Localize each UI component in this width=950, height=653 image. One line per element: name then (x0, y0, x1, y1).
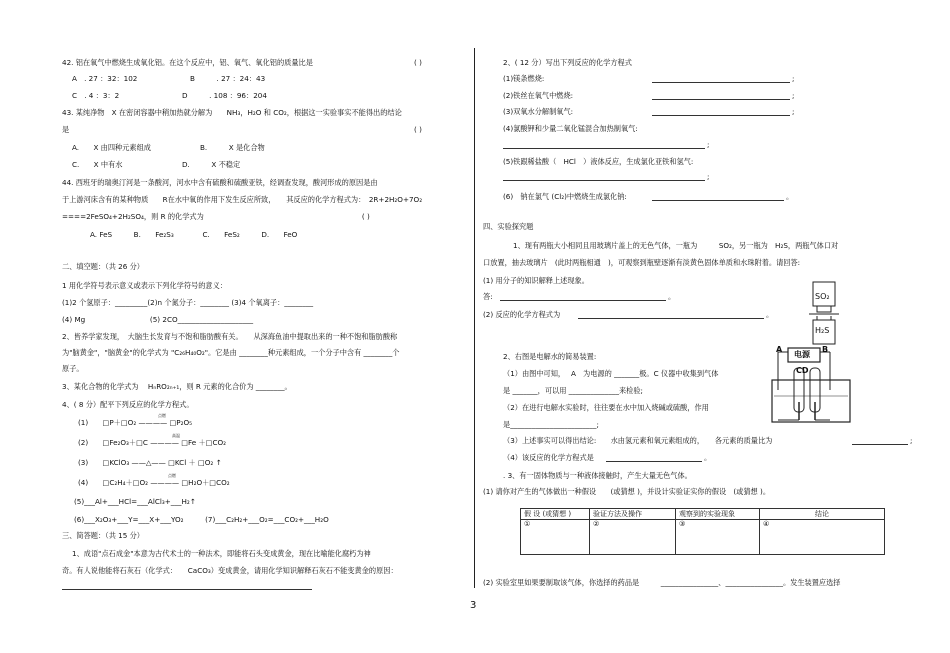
q42-option-b: B . 27 ：24：43 (190, 74, 266, 83)
q42-option-c: C . 4 ：3：2 (72, 91, 120, 100)
label-a: A (776, 345, 783, 354)
s4-q1-sub2: (2) 反应的化学方程式为 (483, 310, 561, 319)
answer-line (652, 99, 790, 100)
s4-q2-sub3: （3）上述事实可以得出结论: 水由氢元素和氧元素组成的， 各元素的质量比为 (503, 436, 773, 445)
s4-q2-sub1b: 是 _______，可以用 ______________来检验; (503, 386, 643, 395)
s4-q2-sub2b: 是________________________; (503, 420, 599, 429)
s2-q1-row1: (1)2 个氢原子：_________(2)n 个氮分子：________ (3)4 个氧离子：________ (62, 298, 314, 307)
answer-line (652, 200, 784, 201)
q42-paren: ( ) (414, 58, 422, 67)
q43-option-c: C. X 中有水 (72, 160, 123, 169)
r-q2-item6: (6) 钠在氯气 (Cl₂)中燃烧生成氯化钠: (503, 192, 627, 201)
q44-options: A. FeS B. Fe₂S₃ C. FeS₂ D. FeO (90, 230, 298, 239)
table-header: 结论 (760, 509, 885, 520)
section-4-title: 四、实验探究题 (483, 222, 534, 231)
r-q2-item1: (1)镁条燃烧: (503, 74, 545, 83)
s4-q2-line1: 2、右图是电解水的简易装置: (503, 352, 597, 361)
table-header: 观察到的实验现象 (676, 509, 760, 520)
s4-q3-sub2: (2) 实验室里如果要制取该气体，你选择的药品是 ________________、________________。发生装置应选择 (483, 578, 841, 587)
s4-q2-sub1: （1）由图中可知， A 为电源的 _______极。C 仪器中收集到气体 (503, 369, 719, 378)
s4-q1-line1: 1、现有两瓶大小相同且用玻璃片盖上的无色气体，一瓶为 SO₂，另一瓶为 H₂S，两瓶气体口对 (513, 241, 839, 250)
label-cd: CD (796, 366, 809, 375)
answer-line (652, 115, 790, 116)
s2-q2-line2: 为"脑黄金"，"脑黄金"的化学式为 "C₂₆H₄₀O₂"。它是由 ________种元素组成，一个分子中含有 ________个 (62, 348, 400, 357)
s2-q1-row2: (4) Mg (5) 2CO_____________________ (62, 315, 254, 324)
label-h2s: H₂S (815, 326, 830, 335)
label-power: 电源 (794, 350, 810, 359)
equation-2: (2) □Fe₂O₃＋□C ———— □Fe ＋□CO₂ (78, 438, 227, 447)
q43-option-a: A. X 由四种元素组成 (72, 143, 151, 152)
equation-4: (4) □C₂H₄＋□O₂ ———— □H₂O＋□CO₂ (78, 478, 230, 487)
q42-option-a: A . 27 ：32：102 (72, 74, 138, 83)
q42-option-d: D . 108 ：96：204 (182, 91, 267, 100)
s2-q1: 1 用化学符号表示意义或表示下列化学符号的意义： (62, 281, 227, 290)
q44-line2: 于上游河床含有的某种物质 R在水中氧的作用下发生反应所致， 其反应的化学方程式为： 2R+2H₂O+7O₂ (62, 195, 423, 204)
table-cell[interactable]: ② (590, 520, 676, 555)
r-q2-item4: (4)氯酸钾和少量二氧化锰混合加热制氧气: (503, 124, 638, 133)
table-header: 验证方法及操作 (590, 509, 676, 520)
answer-line (606, 461, 702, 462)
r-q2-item5: (5)铁跟稀盐酸（ HCl ）液体反应，生成氯化亚铁和氢气: (503, 157, 694, 166)
eq4-condition: 点燃 (168, 473, 176, 478)
eq2-condition: 高温 (172, 433, 180, 438)
answer-line (578, 318, 764, 319)
s3-q1-line2: 奇。有人说他能将石灰石（化学式： CaCO₃）变成黄金，请用化学知识解释石灰石不能变黄金的原因： (62, 566, 398, 575)
s2-q2-line3: 原子。 (62, 364, 84, 373)
answer-line (500, 300, 666, 301)
r-q2-item2: (2)铁丝在氧气中燃烧: (503, 91, 574, 100)
hypothesis-table (520, 508, 885, 555)
s4-q3-line2: (1) 请你对产生的气体做出一种假设 (或猜想 )，并设计实验证实你的假设 (或猜想 )。 (483, 487, 771, 496)
s3-answer-line (62, 589, 312, 590)
table-header: 假 设 (或猜想 ) (521, 509, 590, 520)
table-cell[interactable]: ④ (760, 520, 885, 555)
section-3-title: 三、简答题：（共 15 分） (62, 531, 144, 540)
label-so2: SO₂ (815, 292, 830, 301)
gas-bottles-figure (805, 278, 845, 348)
table-cell[interactable]: ① (521, 520, 590, 555)
equation-3: (3) □KClO₃ ——△—— □KCl ＋ □O₂ ↑ (78, 458, 222, 467)
r-q2-title: 2、( 12 分）写出下列反应的化学方程式 (503, 58, 632, 67)
answer-line (503, 148, 705, 149)
q43-text: 43. 某纯净物 X 在密闭容器中稍加热就分解为 NH₃，H₂O 和 CO₂，根据这一实验事实不能得出的结论 (62, 108, 402, 117)
s4-q1-answer: 答: (483, 292, 493, 301)
equation-6-7: (6)___X₂O₃+___Y=___X+___YO₂ (7)___C₂H₂+___O₂=___CO₂+___H₂O (74, 515, 329, 524)
answer-line (503, 180, 705, 181)
eq1-condition: 点燃 (158, 413, 166, 418)
q42-text: 42. 铝在氧气中燃烧生成氧化铝。在这个反应中，铝、氧气、氧化铝的质量比是 (62, 58, 313, 67)
q43-paren: ( ) (414, 125, 422, 134)
label-b: B (822, 345, 829, 354)
s4-q3-line1: . 3、有一固体物质与一种液体接触时，产生大量无色气体。 (503, 471, 692, 480)
q43-option-d: D. X 不稳定 (182, 160, 241, 169)
s2-q4: 4、( 8 分）配平下列反应的化学方程式。 (62, 400, 194, 409)
table-cell[interactable]: ③ (676, 520, 760, 555)
q43-cont: 是 (62, 125, 70, 134)
answer-line (652, 82, 790, 83)
s3-q1-line1: 1、成语"点石成金"本意为古代术士的一种法术，即能将石头变成黄金，现在比喻能化腐朽为神 (72, 549, 371, 558)
q44-text: 44. 西班牙的瑞奥汀河是一条酸河，河水中含有硫酸和硫酸亚铁，经调查发现，酸河形成的原因是由 (62, 178, 378, 187)
page-number: 3 (470, 600, 477, 611)
r-q2-item3: (3)双氧水分解制氧气: (503, 107, 574, 116)
section-2-title: 二、填空题：（共 26 分） (62, 262, 144, 271)
answer-line (852, 444, 908, 445)
q43-option-b: B. X 是化合物 (200, 143, 265, 152)
s4-q2-sub2: （2）在进行电解水实验时，往往要在水中加入烧碱或硫酸，作用 (503, 403, 709, 412)
q44-line3: ====2FeSO₄+2H₂SO₄，则 R 的化学式为 ( ) (62, 212, 370, 221)
s4-q1-line2: 口放置，抽去玻璃片 (此时两瓶相通 )，可观察到瓶壁逐渐有淡黄色固体单质和水珠附着。请回答: (483, 258, 801, 267)
s4-q2-sub4: （4）该反应的化学方程式是 (503, 453, 594, 462)
s2-q3: 3、某化合物的化学式为 HₙRO₂ₙ₊₁，则 R 元素的化合价为 ________。 (62, 382, 292, 391)
column-divider (474, 48, 475, 588)
s4-q1-sub1: (1) 用分子的知识解释上述现象。 (483, 276, 589, 285)
equation-1: (1) □P＋□O₂ ———— □P₂O₅ (78, 418, 193, 427)
s2-q2-line1: 2、皆养学家发现， 大脑生长发育与不饱和脂肪酸有关。 从深海鱼油中提取出来的一种不饱和脂肪酸称 (62, 332, 398, 341)
equation-5: (5)___Al+___HCl=___AlCl₃+___H₂↑ (74, 497, 196, 506)
